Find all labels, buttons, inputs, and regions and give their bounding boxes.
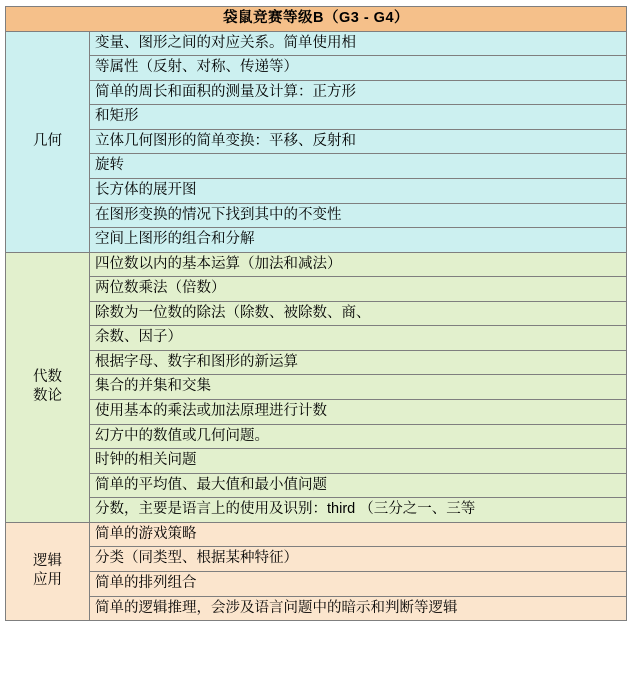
table-row [6, 178, 627, 203]
topic-cell: 幻方中的数值或几何问题。 [90, 424, 627, 449]
table-title-row [6, 7, 627, 32]
topic-cell: 除数为一位数的除法（除数、被除数、商、 [90, 301, 627, 326]
topic-cell: 变量、图形之间的对应关系。简单使用相 [90, 31, 627, 56]
category-logic-line-1: 逻辑 [33, 552, 62, 569]
table-row [6, 301, 627, 326]
syllabus-table [5, 6, 627, 621]
topic-cell: 简单的平均值、最大值和最小值问题 [90, 473, 627, 498]
table-row [6, 56, 627, 81]
category-algebra-line-2: 数论 [33, 388, 62, 405]
topic-cell: 旋转 [90, 154, 627, 179]
topic-cell: 四位数以内的基本运算（加法和减法） [90, 252, 627, 277]
table-title: 袋鼠竞赛等级B（G3 - G4） [6, 7, 627, 32]
topic-cell: 在图形变换的情况下找到其中的不变性 [90, 203, 627, 228]
table-row [6, 571, 627, 596]
table-row [6, 400, 627, 425]
table-row [6, 31, 627, 56]
category-geometry [6, 31, 90, 252]
table-row [6, 424, 627, 449]
topic-cell: 等属性（反射、对称、传递等） [90, 56, 627, 81]
table-row [6, 326, 627, 351]
table-row [6, 596, 627, 621]
category-algebra-line-1: 代数 [33, 368, 62, 385]
table-row [6, 473, 627, 498]
table-row [6, 350, 627, 375]
topic-cell: 集合的并集和交集 [90, 375, 627, 400]
category-logic [6, 522, 90, 620]
topic-cell: 空间上图形的组合和分解 [90, 228, 627, 253]
table-row [6, 105, 627, 130]
topic-cell: 简单的排列组合 [90, 571, 627, 596]
topic-cell: 立体几何图形的简单变换：平移、反射和 [90, 129, 627, 154]
table-row [6, 252, 627, 277]
table-row [6, 80, 627, 105]
table-row [6, 203, 627, 228]
table-row [6, 522, 627, 547]
topic-cell: 简单的逻辑推理，会涉及语言问题中的暗示和判断等逻辑 [90, 596, 627, 621]
topic-cell: 余数、因子） [90, 326, 627, 351]
topic-cell: 两位数乘法（倍数） [90, 277, 627, 302]
table-row [6, 129, 627, 154]
table-row [6, 547, 627, 572]
topic-cell: 使用基本的乘法或加法原理进行计数 [90, 400, 627, 425]
table-row [6, 228, 627, 253]
topic-cell: 时钟的相关问题 [90, 449, 627, 474]
table-row [6, 449, 627, 474]
topic-cell: 分数，主要是语言上的使用及识别：third （三分之一、三等 [90, 498, 627, 523]
topic-cell: 简单的游戏策略 [90, 522, 627, 547]
topic-cell: 长方体的展开图 [90, 178, 627, 203]
category-algebra [6, 252, 90, 522]
category-logic-line-2: 应用 [33, 572, 62, 589]
topic-cell: 根据字母、数字和图形的新运算 [90, 350, 627, 375]
table-row [6, 277, 627, 302]
table-row [6, 375, 627, 400]
topic-cell: 分类（同类型、根据某种特征） [90, 547, 627, 572]
topic-cell: 简单的周长和面积的测量及计算：正方形 [90, 80, 627, 105]
table-row [6, 154, 627, 179]
category-geometry-line-1: 几何 [33, 132, 62, 149]
topic-cell: 和矩形 [90, 105, 627, 130]
table-row [6, 498, 627, 523]
